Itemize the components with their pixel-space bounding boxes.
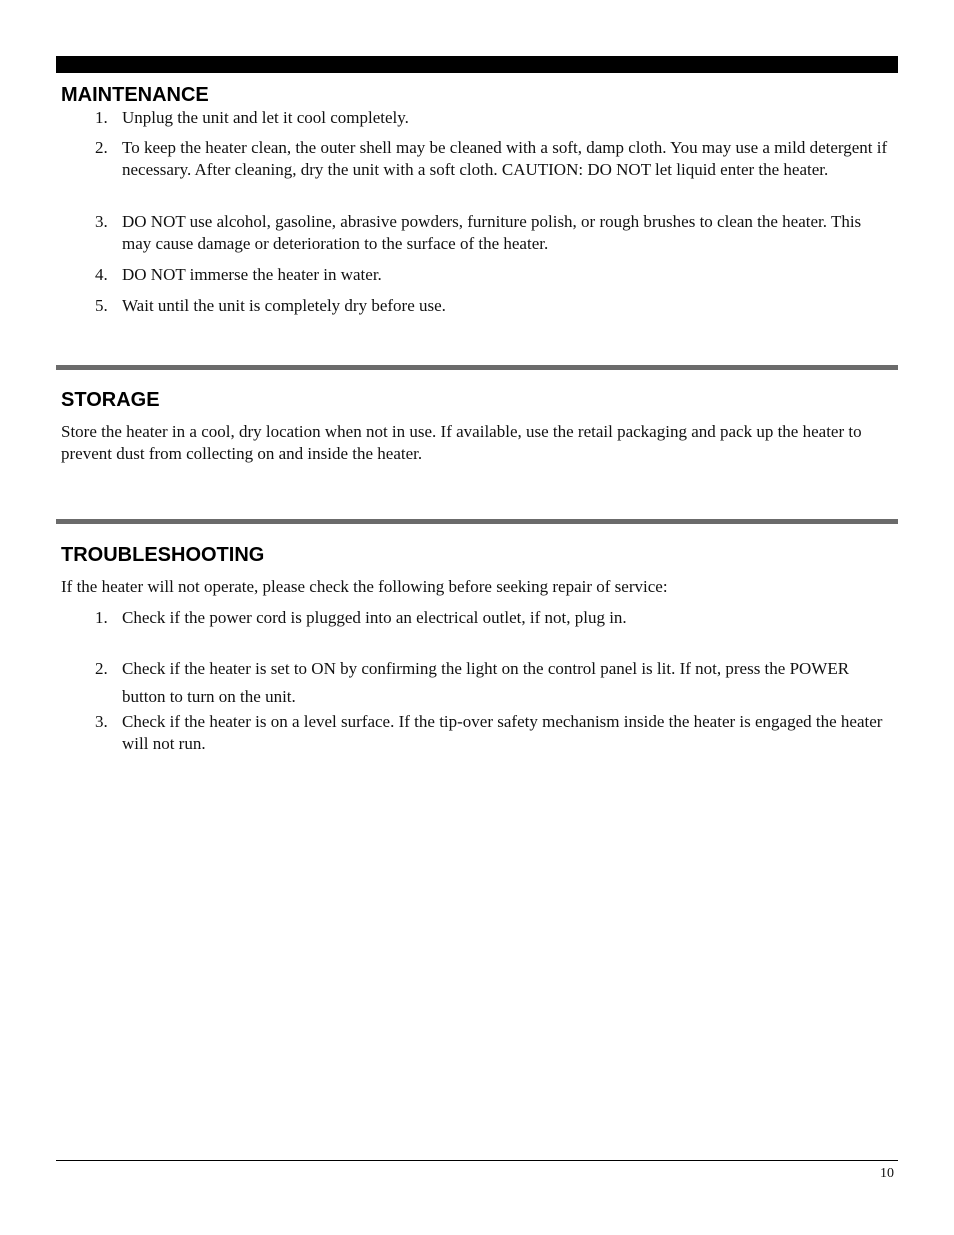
list-number: 2.: [95, 659, 108, 678]
list-number: 3.: [95, 212, 108, 231]
list-item-text: Unplug the unit and let it cool completely.: [122, 108, 409, 127]
maintenance-item-1: [61, 107, 891, 129]
list-item-text: To keep the heater clean, the outer shell may be cleaned with a soft, damp cloth. You may use a mild detergent if necessary. After cleaning, dry the unit with a soft cloth. CAUTION: DO NOT let liquid enter the heater.: [122, 138, 888, 179]
page-number: 10: [880, 1166, 894, 1181]
troubleshooting-item-3: [61, 711, 891, 755]
troubleshooting-intro: If the heater will not operate, please check the following before seeking repair of service:: [61, 577, 668, 596]
list-number: 5.: [95, 296, 108, 315]
list-item-text: Wait until the unit is completely dry before use.: [122, 296, 446, 315]
list-number: 1.: [95, 608, 108, 627]
troubleshooting-item-1: [61, 607, 891, 629]
troubleshooting-item-2: [61, 655, 891, 711]
maintenance-item-5: [61, 295, 891, 317]
list-item-text: DO NOT use alcohol, gasoline, abrasive powders, furniture polish, or rough brushes to clean the heater. This may cause damage or deterioration to the surface of the heater.: [122, 212, 862, 253]
list-number: 2.: [95, 138, 108, 157]
list-item-text: Check if the heater is set to ON by confirming the light on the control panel is lit. If not, press the POWER button to turn on the unit.: [122, 659, 850, 706]
list-item-text: Check if the heater is on a level surface. If the tip-over safety mechanism inside the heater is engaged the heater will not run.: [122, 712, 883, 753]
section-divider: [56, 519, 898, 524]
storage-paragraph: Store the heater in a cool, dry location when not in use. If available, use the retail packaging and pack up the heater to prevent dust from collecting on and inside the heater.: [61, 422, 862, 463]
list-item-text: DO NOT immerse the heater in water.: [122, 265, 382, 284]
maintenance-item-3: [61, 211, 891, 255]
list-number: 4.: [95, 265, 108, 284]
maintenance-item-2: [61, 137, 891, 181]
section-divider: [56, 365, 898, 370]
troubleshooting-heading: TROUBLESHOOTING: [61, 544, 265, 566]
footer-rule: [56, 1160, 898, 1161]
list-number: 3.: [95, 712, 108, 731]
top-black-rule: [56, 56, 898, 73]
list-number: 1.: [95, 108, 108, 127]
storage-heading: STORAGE: [61, 389, 160, 411]
list-item-text: Check if the power cord is plugged into an electrical outlet, if not, plug in.: [122, 608, 627, 627]
maintenance-heading: MAINTENANCE: [61, 84, 209, 106]
maintenance-item-4: [61, 264, 891, 286]
